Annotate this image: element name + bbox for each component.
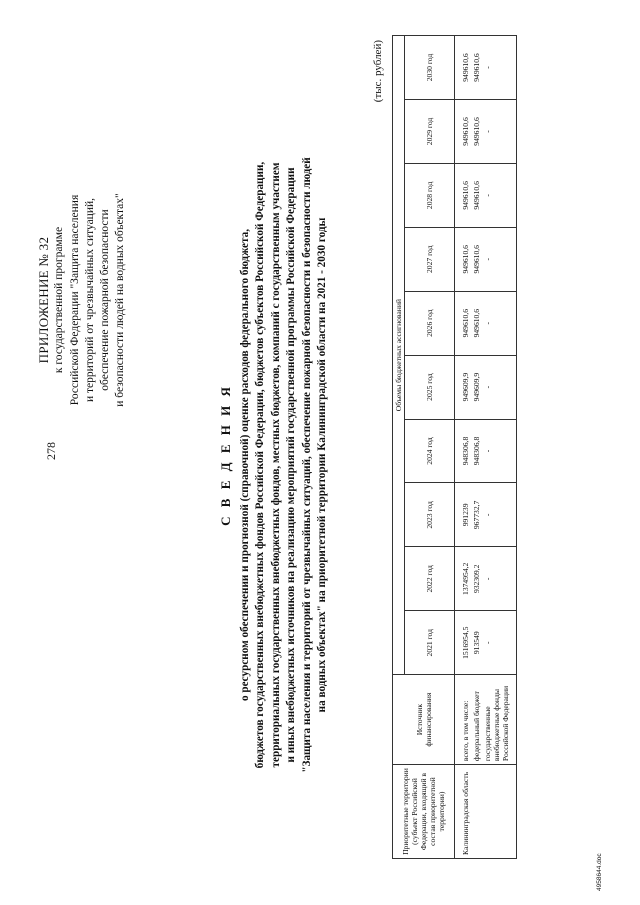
- value-cell: -: [482, 483, 517, 547]
- header-year: 2023 год: [405, 483, 455, 547]
- appendix-line: и безопасности людей на водных объектах": [114, 193, 127, 407]
- table-row: [455, 36, 472, 859]
- value-cell: 913549: [471, 611, 482, 675]
- value-cell: -: [482, 227, 517, 291]
- document-heading: [238, 115, 330, 815]
- value-cell: 932309,2: [471, 547, 482, 611]
- header-year: 2021 год: [405, 611, 455, 675]
- heading-line: территориальных государственных внебюджетных фондов, местных бюджетов, компаний с государственным участием: [269, 162, 282, 768]
- header-territory: Приоритетные территории (субъект Российской Федерации, входящий в состав приоритетной территории): [393, 765, 455, 859]
- value-cell: 949610,6: [471, 100, 482, 164]
- value-cell: -: [482, 291, 517, 355]
- source-cell: федеральный бюджет: [471, 675, 482, 765]
- territory-cell: Калининградская область: [455, 765, 517, 859]
- value-cell: -: [482, 547, 517, 611]
- value-cell: -: [482, 100, 517, 164]
- table-row: [471, 36, 482, 859]
- value-cell: -: [482, 419, 517, 483]
- header-source: Источник финансирования: [393, 675, 455, 765]
- budget-table: [392, 35, 517, 859]
- header-year: 2027 год: [405, 227, 455, 291]
- heading-line: "Защита населения и территорий от чрезвычайных ситуаций, обеспечение пожарной безопасности и безопасности людей: [300, 157, 313, 773]
- value-cell: 949610,6: [455, 100, 472, 164]
- table-row: [482, 36, 517, 859]
- value-cell: -: [482, 36, 517, 100]
- value-cell: 948306,8: [471, 419, 482, 483]
- appendix-title: ПРИЛОЖЕНИЕ № 32: [36, 236, 51, 364]
- header-year: 2030 год: [405, 36, 455, 100]
- value-cell: -: [482, 163, 517, 227]
- value-cell: 949610,6: [471, 163, 482, 227]
- header-year: 2026 год: [405, 291, 455, 355]
- heading-line: бюджетов государственных внебюджетных фондов Российской Федерации, бюджетов субъектов Российской Федерации,: [254, 161, 267, 769]
- page-number: 278: [44, 442, 58, 460]
- heading-line: и иных внебюджетных источников на реализацию мероприятий государственной программы Российской Федерации: [285, 167, 298, 763]
- appendix-line: обеспечение пожарной безопасности: [99, 209, 112, 391]
- appendix-line: Российской Федерации "Защита населения: [68, 194, 81, 406]
- document-id: 4958644.doc: [596, 853, 603, 891]
- value-cell: 967732,7: [471, 483, 482, 547]
- document-title: С В Е Д Е Н И Я: [218, 384, 233, 526]
- value-cell: 949610,6: [471, 291, 482, 355]
- appendix-line: и территорий от чрезвычайных ситуаций,: [83, 197, 96, 403]
- value-cell: -: [482, 355, 517, 419]
- value-cell: 991239: [455, 483, 472, 547]
- heading-line: на водных объектах" на приоритетной территории Калининградской области на 2021 - 2030 годы: [316, 217, 329, 713]
- header-year: 2028 год: [405, 163, 455, 227]
- heading-line: о ресурсном обеспечении и прогнозной (справочной) оценке расходов федерального бюджета,: [239, 228, 251, 702]
- header-year: 2029 год: [405, 100, 455, 164]
- value-cell: 949610,6: [471, 36, 482, 100]
- source-cell: всего, в том числе:: [455, 675, 472, 765]
- value-cell: 948306,8: [455, 419, 472, 483]
- value-cell: 949610,6: [455, 36, 472, 100]
- value-cell: 949609,9: [471, 355, 482, 419]
- header-year: 2024 год: [405, 419, 455, 483]
- value-cell: 949610,6: [455, 163, 472, 227]
- appendix-block: [36, 120, 129, 480]
- header-year: 2025 год: [405, 355, 455, 419]
- source-cell: государственные внебюджетные фонды Российской Федерации: [482, 675, 517, 765]
- appendix-line: к государственной программе: [53, 226, 66, 374]
- value-cell: 949609,9: [455, 355, 472, 419]
- unit-label: (тыс. рублей): [372, 40, 384, 103]
- header-year: 2022 год: [405, 547, 455, 611]
- header-volumes: Объемы бюджетных ассигнований: [393, 36, 405, 675]
- value-cell: -: [482, 611, 517, 675]
- value-cell: 949610,6: [455, 227, 472, 291]
- value-cell: 1374954,2: [455, 547, 472, 611]
- value-cell: 949610,6: [455, 291, 472, 355]
- value-cell: 949610,6: [471, 227, 482, 291]
- value-cell: 1516954,5: [455, 611, 472, 675]
